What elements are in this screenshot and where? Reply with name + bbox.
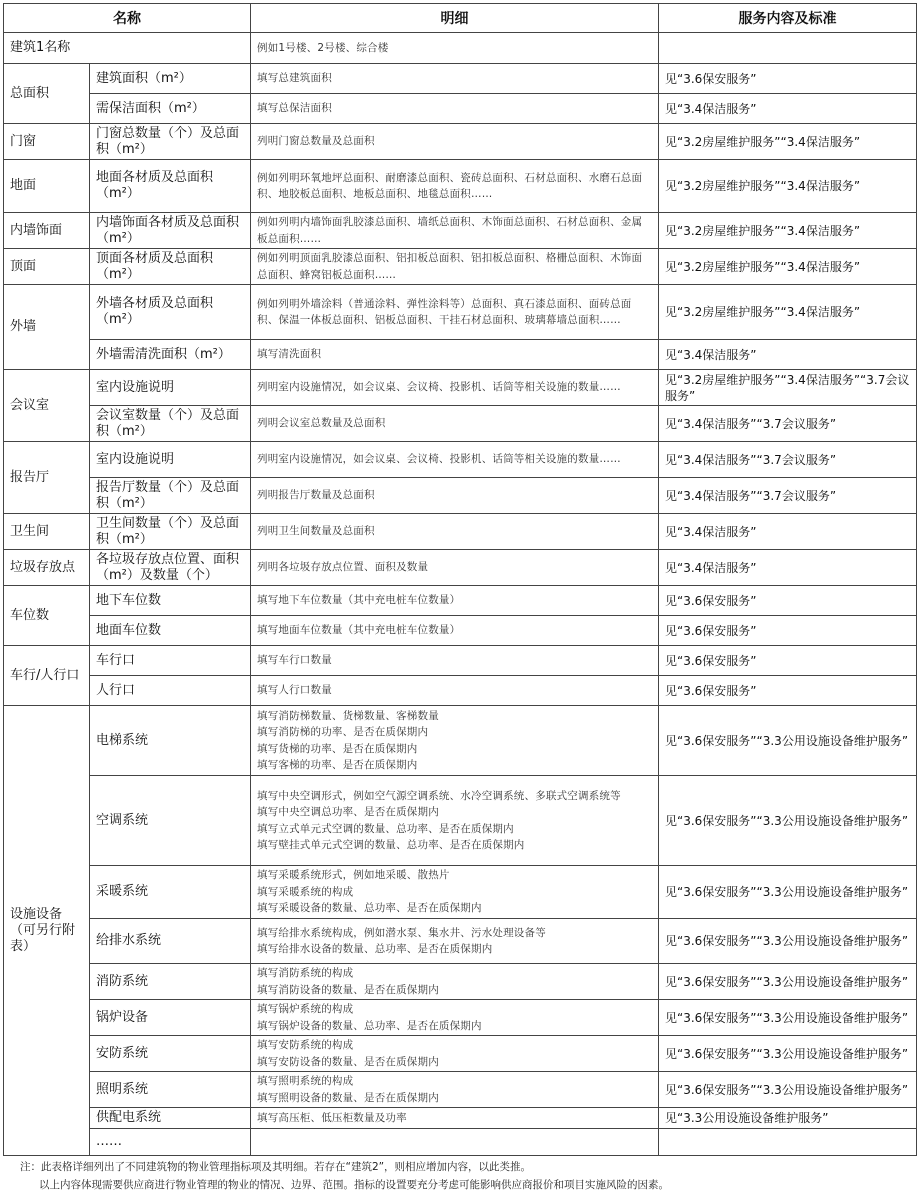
row-service: 见“3.4保洁服务” <box>659 550 917 586</box>
row-service: 见“3.6保安服务” <box>659 676 917 706</box>
table-row <box>4 676 917 706</box>
row-detail: 填写高压柜、低压柜数量及功率 <box>251 1108 659 1129</box>
row-subitem: 室内设施说明 <box>90 442 251 478</box>
row-subitem: 采暖系统 <box>90 866 251 919</box>
row-detail: 列明会议室总数量及总面积 <box>251 406 659 442</box>
row-service: 见“3.6保安服务” <box>659 646 917 676</box>
row-subitem: 卫生间数量（个）及总面积（m²） <box>90 514 251 550</box>
row-detail: 列明室内设施情况，如会议桌、会议椅、投影机、话筒等相关设施的数量…… <box>251 370 659 406</box>
row-detail: 填写锅炉系统的构成 填写锅炉设备的数量、总功率、是否在质保期内 <box>251 1000 659 1036</box>
row-category: 垃圾存放点 <box>4 550 90 586</box>
row-subitem: 地面车位数 <box>90 616 251 646</box>
row-service: 见“3.4保洁服务” <box>659 94 917 124</box>
table-row <box>4 964 917 1000</box>
row-service: 见“3.6保安服务” <box>659 64 917 94</box>
row-service: 见“3.4保洁服务”“3.7会议服务” <box>659 478 917 514</box>
table-notes <box>20 1158 910 1194</box>
row-subitem: 地面各材质及总面积（m²） <box>90 160 251 213</box>
row-subitem: 需保洁面积（m²） <box>90 94 251 124</box>
row-category: 门窗 <box>4 124 90 160</box>
table-row <box>4 478 917 514</box>
row-subitem: 地下车位数 <box>90 586 251 616</box>
row-category: 会议室 <box>4 370 90 442</box>
row-subitem: 外墙各材质及总面积（m²） <box>90 285 251 340</box>
row-subitem: 照明系统 <box>90 1072 251 1108</box>
row-service: 见“3.4保洁服务”“3.7会议服务” <box>659 406 917 442</box>
row-category: 地面 <box>4 160 90 213</box>
row-subitem: 建筑面积（m²） <box>90 64 251 94</box>
row-detail: 填写地面车位数量（其中充电桩车位数量） <box>251 616 659 646</box>
row-service <box>659 33 917 64</box>
row-detail <box>251 1129 659 1156</box>
row-detail: 填写消防系统的构成 填写消防设备的数量、是否在质保期内 <box>251 964 659 1000</box>
row-subitem: 各垃圾存放点位置、面积（m²）及数量（个） <box>90 550 251 586</box>
table-row <box>4 64 917 94</box>
row-detail: 填写采暖系统形式，例如地采暖、散热片 填写采暖系统的构成 填写采暖设备的数量、总功率、是否在质保期内 <box>251 866 659 919</box>
row-detail: 填写总保洁面积 <box>251 94 659 124</box>
note-line-2: 以上内容体现需要供应商进行物业管理的物业的情况、边界、范围。指标的设置要充分考虑可能影响供应商报价和项目实施风险的因素。 <box>39 1179 669 1191</box>
row-subitem: 安防系统 <box>90 1036 251 1072</box>
row-subitem: 车行口 <box>90 646 251 676</box>
table-row <box>4 1129 917 1156</box>
table-row <box>4 213 917 249</box>
table-row <box>4 866 917 919</box>
table-row <box>4 1108 917 1129</box>
table-row <box>4 1000 917 1036</box>
row-service: 见“3.6保安服务”“3.3公用设施设备维护服务” <box>659 776 917 866</box>
table-row <box>4 646 917 676</box>
row-service: 见“3.3公用设施设备维护服务” <box>659 1108 917 1129</box>
row-subitem: 电梯系统 <box>90 706 251 776</box>
row-detail: 列明卫生间数量及总面积 <box>251 514 659 550</box>
row-detail: 列明室内设施情况，如会议桌、会议椅、投影机、话筒等相关设施的数量…… <box>251 442 659 478</box>
row-detail: 填写总建筑面积 <box>251 64 659 94</box>
row-service: 见“3.2房屋维护服务”“3.4保洁服务” <box>659 213 917 249</box>
row-subitem: 空调系统 <box>90 776 251 866</box>
table-row <box>4 340 917 370</box>
row-subitem: 供配电系统 <box>90 1108 251 1129</box>
row-service: 见“3.4保洁服务”“3.7会议服务” <box>659 442 917 478</box>
table-row <box>4 124 917 160</box>
row-subitem: 室内设施说明 <box>90 370 251 406</box>
table-row <box>4 776 917 866</box>
row-category: 总面积 <box>4 64 90 124</box>
row-detail: 列明门窗总数量及总面积 <box>251 124 659 160</box>
row-detail: 例如1号楼、2号楼、综合楼 <box>251 33 659 64</box>
row-category: 报告厅 <box>4 442 90 514</box>
table-row <box>4 160 917 213</box>
row-category: 设施设备（可另行附表） <box>4 706 90 1156</box>
table-row <box>4 1072 917 1108</box>
row-detail: 填写地下车位数量（其中充电桩车位数量） <box>251 586 659 616</box>
row-detail: 填写清洗面积 <box>251 340 659 370</box>
row-service: 见“3.6保安服务”“3.3公用设施设备维护服务” <box>659 1072 917 1108</box>
row-category: 外墙 <box>4 285 90 370</box>
table-row <box>4 586 917 616</box>
table-row <box>4 285 917 340</box>
row-detail: 填写消防梯数量、货梯数量、客梯数量 填写消防梯的功率、是否在质保期内 填写货梯的功率、是否在质保期内 填写客梯的功率、是否在质保期内 <box>251 706 659 776</box>
row-service: 见“3.2房屋维护服务”“3.4保洁服务” <box>659 249 917 285</box>
table-header-row <box>4 4 917 33</box>
row-service: 见“3.6保安服务” <box>659 586 917 616</box>
table-row <box>4 249 917 285</box>
row-subitem: 会议室数量（个）及总面积（m²） <box>90 406 251 442</box>
row-subitem: 顶面各材质及总面积（m²） <box>90 249 251 285</box>
row-service: 见“3.2房屋维护服务”“3.4保洁服务” <box>659 285 917 340</box>
header-detail: 明细 <box>251 4 659 33</box>
row-subitem: 门窗总数量（个）及总面积（m²） <box>90 124 251 160</box>
table-row <box>4 616 917 646</box>
row-service: 见“3.4保洁服务” <box>659 514 917 550</box>
row-subitem: 报告厅数量（个）及总面积（m²） <box>90 478 251 514</box>
table-row <box>4 406 917 442</box>
row-service: 见“3.6保安服务”“3.3公用设施设备维护服务” <box>659 964 917 1000</box>
row-service: 见“3.6保安服务”“3.3公用设施设备维护服务” <box>659 1036 917 1072</box>
table-row <box>4 919 917 964</box>
table-row <box>4 370 917 406</box>
table-row <box>4 94 917 124</box>
row-subitem: 给排水系统 <box>90 919 251 964</box>
table-row <box>4 442 917 478</box>
note-line-1: 注：此表格详细列出了不同建筑物的物业管理指标项及其明细。若存在“建筑2”，则相应增加内容，以此类推。 <box>20 1161 532 1173</box>
header-service: 服务内容及标准 <box>659 4 917 33</box>
row-detail: 列明各垃圾存放点位置、面积及数量 <box>251 550 659 586</box>
row-subitem: 消防系统 <box>90 964 251 1000</box>
row-category: 建筑1名称 <box>4 33 251 64</box>
row-subitem: 内墙饰面各材质及总面积（m²） <box>90 213 251 249</box>
table-row <box>4 1036 917 1072</box>
row-category: 顶面 <box>4 249 90 285</box>
row-subitem: 外墙需清洗面积（m²） <box>90 340 251 370</box>
row-detail: 填写安防系统的构成 填写安防设备的数量、是否在质保期内 <box>251 1036 659 1072</box>
row-service: 见“3.2房屋维护服务”“3.4保洁服务” <box>659 160 917 213</box>
row-service: 见“3.6保安服务”“3.3公用设施设备维护服务” <box>659 919 917 964</box>
property-indicator-table <box>3 3 917 1156</box>
row-service: 见“3.6保安服务”“3.3公用设施设备维护服务” <box>659 1000 917 1036</box>
row-detail: 列明报告厅数量及总面积 <box>251 478 659 514</box>
row-subitem: …… <box>90 1129 251 1156</box>
row-detail: 填写车行口数量 <box>251 646 659 676</box>
row-service: 见“3.2房屋维护服务”“3.4保洁服务” <box>659 124 917 160</box>
header-name: 名称 <box>4 4 251 33</box>
row-category: 内墙饰面 <box>4 213 90 249</box>
row-service: 见“3.6保安服务”“3.3公用设施设备维护服务” <box>659 706 917 776</box>
row-service: 见“3.6保安服务”“3.3公用设施设备维护服务” <box>659 866 917 919</box>
table-row <box>4 706 917 776</box>
row-detail: 填写给排水系统构成，例如潜水泵、集水井、污水处理设备等 填写给排水设备的数量、总功率、是否在质保期内 <box>251 919 659 964</box>
row-subitem: 人行口 <box>90 676 251 706</box>
row-service: 见“3.6保安服务” <box>659 616 917 646</box>
row-detail: 例如列明环氧地坪总面积、耐磨漆总面积、瓷砖总面积、石材总面积、水磨石总面积、地胶板总面积、地板总面积、地毯总面积…… <box>251 160 659 213</box>
row-service <box>659 1129 917 1156</box>
row-detail: 填写中央空调形式，例如空气源空调系统、水冷空调系统、多联式空调系统等 填写中央空调总功率、是否在质保期内 填写立式单元式空调的数量、总功率、是否在质保期内 填写壁挂式单元式空调的数量、总功率、是否在质保期内 <box>251 776 659 866</box>
row-detail: 例如列明顶面乳胶漆总面积、铝扣板总面积、铝扣板总面积、格栅总面积、木饰面总面积、蜂窝铝板总面积…… <box>251 249 659 285</box>
table-row <box>4 33 917 64</box>
row-category: 车行/人行口 <box>4 646 90 706</box>
row-detail: 填写照明系统的构成 填写照明设备的数量、是否在质保期内 <box>251 1072 659 1108</box>
row-category: 卫生间 <box>4 514 90 550</box>
row-service: 见“3.2房屋维护服务”“3.4保洁服务”“3.7会议服务” <box>659 370 917 406</box>
row-category: 车位数 <box>4 586 90 646</box>
table-row <box>4 514 917 550</box>
table-row <box>4 550 917 586</box>
row-service: 见“3.4保洁服务” <box>659 340 917 370</box>
row-detail: 填写人行口数量 <box>251 676 659 706</box>
row-subitem: 锅炉设备 <box>90 1000 251 1036</box>
row-detail: 例如列明内墙饰面乳胶漆总面积、墙纸总面积、木饰面总面积、石材总面积、金属板总面积…… <box>251 213 659 249</box>
row-detail: 例如列明外墙涂料（普通涂料、弹性涂料等）总面积、真石漆总面积、面砖总面积、保温一体板总面积、铝板总面积、干挂石材总面积、玻璃幕墙总面积…… <box>251 285 659 340</box>
